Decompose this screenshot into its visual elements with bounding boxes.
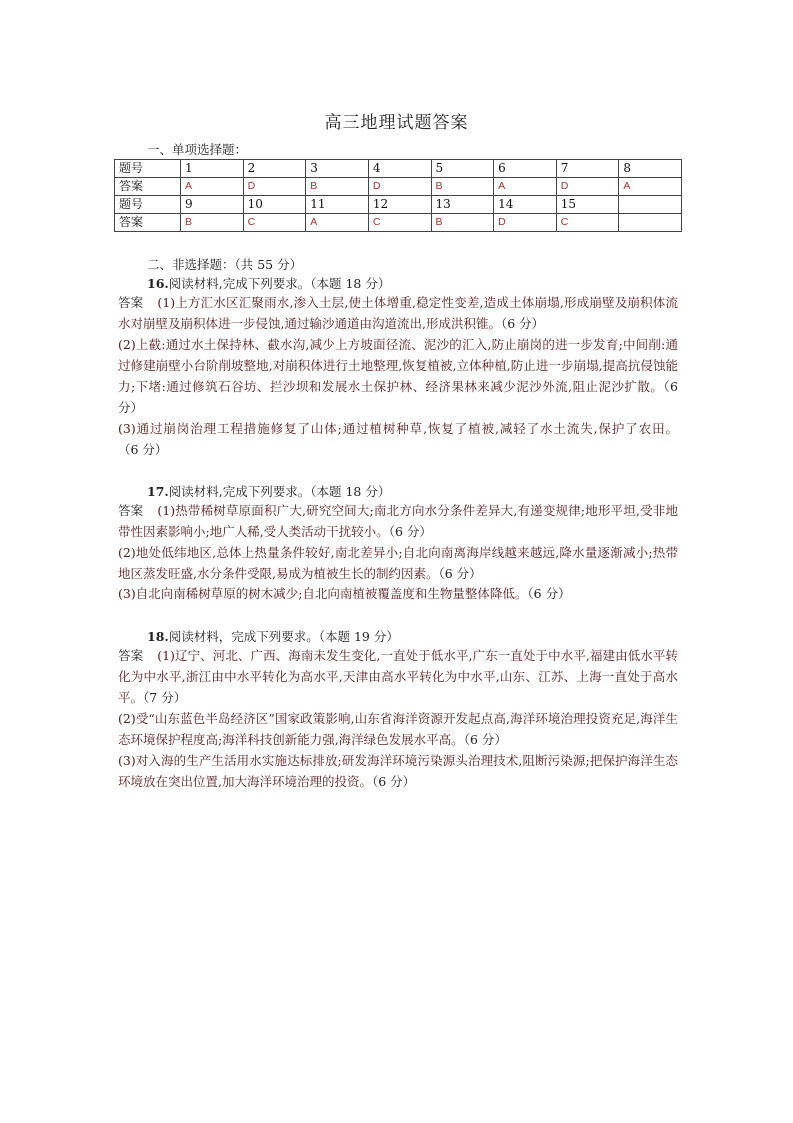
answer-18-part-1 bbox=[118, 645, 678, 708]
question-number: 12 bbox=[368, 196, 431, 214]
points: （7 分） bbox=[143, 690, 187, 705]
answer-16-part-1 bbox=[118, 292, 678, 334]
question-number: 18. bbox=[147, 629, 169, 644]
question-16-title bbox=[147, 274, 390, 292]
table-row bbox=[115, 160, 682, 178]
answer-label: 答案 bbox=[118, 648, 144, 663]
page-title: 高三地理试题答案 bbox=[324, 113, 469, 133]
question-number: 11 bbox=[306, 196, 369, 214]
answer-cell: D bbox=[556, 178, 619, 196]
question-number: 9 bbox=[181, 196, 244, 214]
answer-text: (1)热带稀树草原面积广大,研究空间大;南北方向水分条件差异大,有递变规律;地形平坦,受非地带性因素影响小;地广人稀,受人类活动干扰较小。 bbox=[118, 503, 678, 539]
points: （6 分） bbox=[438, 566, 482, 581]
question-number: 16. bbox=[147, 276, 169, 291]
answer-17-part-1 bbox=[118, 500, 678, 542]
question-number: 15 bbox=[556, 196, 619, 214]
answer-text: (1)上方汇水区汇聚雨水,渗入土层,使土体增重,稳定性变差,造成土体崩塌,形成崩壁及崩积体流水对崩壁及崩积体进一步侵蚀,通过输沙通道由沟道流出,形成洪积锥。 bbox=[118, 295, 678, 331]
answer-cell: D bbox=[243, 178, 306, 196]
answer-cell: B bbox=[181, 214, 244, 232]
answer-text: (2)上截:通过水土保持林、截水沟,减少上方坡面径流、泥沙的汇入,防止崩岗的进一步发育;中间削:通过修建崩壁小台阶削坡整地,对崩积体进行土地整理,恢复植被,立体种植,防止进一步崩塌,提高抗侵蚀能力;下堵:通过修筑石谷坊、拦沙坝和发展水土保护林、经济果林来减少泥沙外流,阻止泥沙扩散。 bbox=[118, 337, 678, 394]
question-number: 17. bbox=[147, 484, 169, 499]
answer-cell: A bbox=[619, 178, 682, 196]
answer-cell bbox=[619, 214, 682, 232]
answer-cell: A bbox=[181, 178, 244, 196]
answer-text: (3)对入海的生产生活用水实施达标排放;研发海洋环境污染源头治理技术,阻断污染源;把保护海洋生态环境放在突出位置,加大海洋环境治理的投资。 bbox=[118, 753, 678, 789]
row-label: 答案 bbox=[115, 214, 181, 232]
question-number: 14 bbox=[494, 196, 557, 214]
question-number: 1 bbox=[181, 160, 244, 178]
answer-17-part-3 bbox=[118, 583, 678, 604]
question-number: 2 bbox=[243, 160, 306, 178]
question-number: 3 bbox=[306, 160, 369, 178]
points: （6 分） bbox=[118, 442, 168, 457]
answer-cell: A bbox=[494, 178, 557, 196]
question-number: 5 bbox=[431, 160, 494, 178]
points: （6 分） bbox=[500, 316, 545, 331]
answer-cell: A bbox=[306, 214, 369, 232]
row-label: 题号 bbox=[115, 160, 181, 178]
answer-cell: B bbox=[306, 178, 369, 196]
table-row bbox=[115, 214, 682, 232]
answer-cell: D bbox=[368, 178, 431, 196]
answer-text: (1)辽宁、河北、广西、海南未发生变化,一直处于低水平,广东一直处于中水平,福建由低水平转化为中水平,浙江由中水平转化为高水平,天津由高水平转化为中水平,山东、江苏、上海一直处于高水平。 bbox=[118, 648, 678, 705]
section-heading-nonchoice: 二、非选择题：（共 55 分） bbox=[147, 257, 303, 272]
question-number: 10 bbox=[243, 196, 306, 214]
points: （6 分） bbox=[371, 774, 416, 789]
answer-table bbox=[114, 159, 682, 232]
question-17-title bbox=[147, 482, 390, 500]
answer-text: (3)自北向南稀树草原的树木减少;自北向南植被覆盖度和生物量整体降低。 bbox=[118, 586, 528, 601]
answer-18-part-3 bbox=[118, 750, 678, 792]
row-label: 答案 bbox=[115, 178, 181, 196]
points: （6 分） bbox=[118, 379, 678, 415]
answer-text: (2)受“山东蓝色半岛经济区”国家政策影响,山东省海洋资源开发起点高,海洋环境治理投资充足,海洋生态环境保护程度高;海洋科技创新能力强,海洋绿色发展水平高。 bbox=[118, 711, 678, 747]
answer-label: 答案 bbox=[118, 295, 144, 310]
points: （6 分） bbox=[527, 586, 571, 601]
answer-cell: C bbox=[556, 214, 619, 232]
points: （6 分） bbox=[388, 524, 432, 539]
question-number: 7 bbox=[556, 160, 619, 178]
question-number: 4 bbox=[368, 160, 431, 178]
section-heading-choice: 一、单项选择题： bbox=[147, 142, 248, 157]
answer-text: (2)地处低纬地区,总体上热量条件较好,南北差异小;自北向南离海岸线越来越远,降水量逐渐减小;热带地区蒸发旺盛,水分条件受限,易成为植被生长的制约因素。 bbox=[118, 545, 678, 581]
answer-18-part-2 bbox=[118, 708, 678, 750]
answer-cell: D bbox=[494, 214, 557, 232]
answer-16-part-3 bbox=[118, 418, 678, 460]
question-number bbox=[619, 196, 682, 214]
row-label: 题号 bbox=[115, 196, 181, 214]
question-number: 13 bbox=[431, 196, 494, 214]
table-row bbox=[115, 178, 682, 196]
answer-17-part-2 bbox=[118, 542, 678, 584]
question-prompt: 阅读材料，完成下列要求。（本题 19 分） bbox=[168, 629, 399, 644]
answer-16-part-2 bbox=[118, 334, 678, 418]
question-18-title bbox=[147, 627, 399, 645]
question-prompt: 阅读材料,完成下列要求。（本题 18 分） bbox=[168, 276, 391, 291]
question-prompt: 阅读材料,完成下列要求。（本题 18 分） bbox=[168, 484, 391, 499]
answer-cell: C bbox=[368, 214, 431, 232]
answer-cell: C bbox=[243, 214, 306, 232]
answer-cell: B bbox=[431, 178, 494, 196]
answer-cell: B bbox=[431, 214, 494, 232]
question-number: 6 bbox=[494, 160, 557, 178]
points: （6 分） bbox=[463, 732, 507, 747]
answer-label: 答案 bbox=[118, 503, 144, 518]
question-number: 8 bbox=[619, 160, 682, 178]
table-row bbox=[115, 196, 682, 214]
answer-text: (3)通过崩岗治理工程措施修复了山体;通过植树种草,恢复了植被,减轻了水土流失,保护了农田。 bbox=[118, 421, 678, 436]
